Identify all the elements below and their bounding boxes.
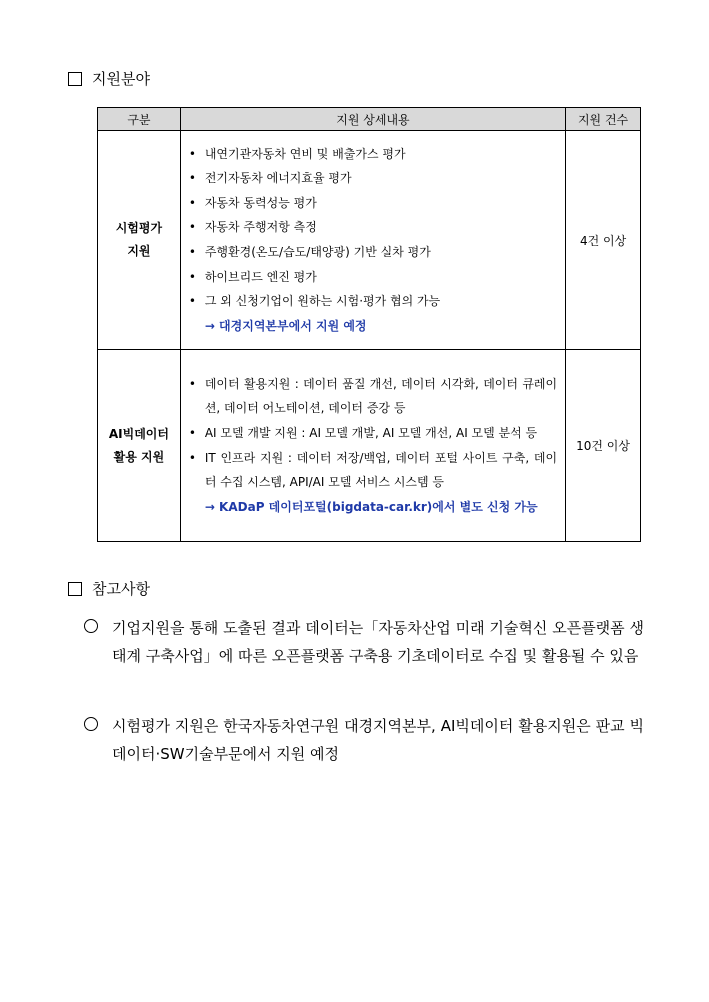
list-item: • 데이터 활용지원 : 데이터 품질 개선, 데이터 시각화, 데이터 큐레이션, 데이터 어노테이션, 데이터 증강 등 bbox=[189, 372, 557, 421]
details-cell bbox=[180, 350, 565, 542]
list-item: • AI 모델 개발 지원 : AI 모델 개발, AI 모델 개선, AI 모델 분석 등 bbox=[189, 421, 557, 446]
header-count: 지원 건수 bbox=[566, 108, 641, 131]
circle-bullet-icon bbox=[84, 717, 98, 731]
category-label: 지원 bbox=[127, 244, 151, 258]
details-cell bbox=[180, 131, 565, 350]
list-item: • 자동차 동력성능 평가 bbox=[189, 191, 557, 216]
list-item: • 주행환경(온도/습도/태양광) 기반 실차 평가 bbox=[189, 240, 557, 265]
table-header-row bbox=[98, 108, 641, 131]
category-label: 시험평가 bbox=[115, 221, 163, 235]
note-text: → KADaP 데이터포털(bigdata-car.kr)에서 별도 신청 가능 bbox=[204, 499, 538, 514]
circle-bullet-icon bbox=[84, 619, 98, 633]
count-cell: 4건 이상 bbox=[566, 131, 641, 350]
list-item: • 하이브리드 엔진 평가 bbox=[189, 265, 557, 290]
section-support-fields-heading bbox=[68, 68, 150, 89]
category-cell bbox=[98, 131, 181, 350]
list-item: • 그 외 신청기업이 원하는 시험·평가 협의 가능 bbox=[189, 289, 557, 314]
table-row bbox=[98, 131, 641, 350]
support-table bbox=[97, 107, 641, 542]
section-title: 지원분야 bbox=[92, 70, 150, 88]
category-label: AI빅데이터 bbox=[108, 426, 169, 441]
reference-text: 시험평가 지원은 한국자동차연구원 대경지역본부, AI빅데이터 활용지원은 판교 빅데이터·SW기술부문에서 지원 예정 bbox=[112, 717, 644, 763]
list-item: • 전기자동차 에너지효율 평가 bbox=[189, 166, 557, 191]
reference-point bbox=[84, 614, 644, 670]
header-category: 구분 bbox=[98, 108, 181, 131]
table-row bbox=[98, 350, 641, 542]
list-item: • 자동차 주행저항 측정 bbox=[189, 215, 557, 240]
note-text: → 대경지역본부에서 지원 예정 bbox=[204, 318, 367, 333]
section-reference-heading bbox=[68, 578, 150, 599]
count-cell: 10건 이상 bbox=[566, 350, 641, 542]
reference-text: 기업지원을 통해 도출된 결과 데이터는「자동차산업 미래 기술혁신 오픈플랫폼 생태계 구축사업」에 따른 오픈플랫폼 구축용 기초데이터로 수집 및 활용될 수 있음 bbox=[112, 619, 644, 665]
checkbox-square-icon bbox=[68, 72, 82, 86]
header-details: 지원 상세내용 bbox=[180, 108, 565, 131]
list-item: • 내연기관자동차 연비 및 배출가스 평가 bbox=[189, 142, 557, 167]
category-label: 활용 지원 bbox=[113, 449, 165, 464]
section-title: 참고사항 bbox=[92, 580, 150, 598]
category-cell bbox=[98, 350, 181, 542]
checkbox-square-icon bbox=[68, 582, 82, 596]
reference-point bbox=[84, 712, 644, 768]
list-item: • IT 인프라 지원 : 데이터 저장/백업, 데이터 포털 사이트 구축, 데이터 수집 시스템, API/AI 모델 서비스 시스템 등 bbox=[189, 446, 557, 495]
